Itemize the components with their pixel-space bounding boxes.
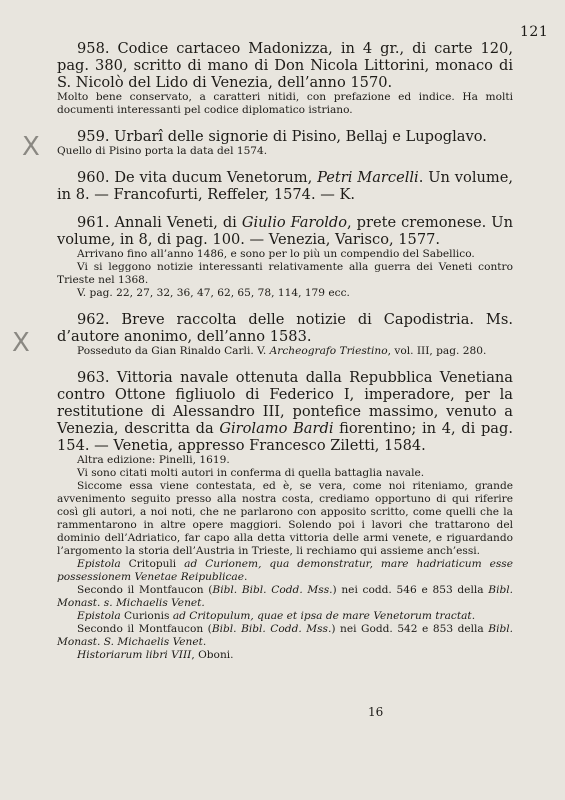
entry-heading: 963. Vittoria navale ottenuta dalla Repubblica Venetiana contro Ottone figliuolo di Federico I, imperadore, per la restitutione di Alessandro III, pontefice massimo, venuto a Venezia, descritta da Girolamo Bardi fiorentino; in 4, di pag. 154. — Venetia, appresso Francesco Ziletti, 1584.	[57, 369, 513, 454]
entry-958	[57, 40, 513, 117]
entry-note: Vi sono citati molti autori in conferma di quella battaglia navale.	[77, 467, 425, 479]
entry-959	[57, 128, 513, 158]
entry-note: Molto bene conservato, a caratteri nitidi, con prefazione ed indice. Ha molti documenti interessanti pel codice diplomatico istriano.	[57, 91, 513, 116]
entry-note: Arrivano fino all’anno 1486, e sono per lo più un compendio del Sabellico.	[77, 248, 475, 260]
margin-x-mark: X	[22, 132, 40, 162]
reference-item: Secondo il Montfaucon (Bibl. Bibl. Codd. Mss.) nei codd. 546 e 853 della Bibl. Monast. s. Michaelis Venet.	[57, 584, 513, 609]
entry-heading: 962. Breve raccolta delle notizie di Capodistria. Ms. d’autore anonimo, dell’anno 1583.	[57, 311, 513, 345]
entry-963	[57, 369, 513, 662]
entry-heading: 961. Annali Veneti, di Giulio Faroldo, prete cremonese. Un volume, in 8, di pag. 100. — Venezia, Varisco, 1577.	[57, 214, 513, 248]
margin-x-mark: X	[12, 328, 30, 358]
signature-mark: 16	[368, 705, 384, 719]
entry-961	[57, 214, 513, 300]
entry-note: Siccome essa viene contestata, ed è, se vera, come noi riteniamo, grande avvenimento seguito presso alla nostra costa, crediamo opportuno di qui riferire così gli autori, a noi noti, che ne parlarono con apposito scritto, come quelli che la rammentarono in altre opere maggiori. Solendo poi i lavori che trattarono del dominio dell’Adriatico, far capo alla detta vittoria delle armi venete, e riguardando l’argomento la storia dell’Austria in Trieste, li rechiamo qui assieme anch’essi.	[57, 480, 513, 557]
reference-item: Epistola Curionis ad Critopulum, quae et ipsa de mare Venetorum tractat.	[77, 610, 476, 622]
entry-962	[57, 311, 513, 358]
entry-heading: 958. Codice cartaceo Madonizza, in 4 gr., di carte 120, pag. 380, scritto di mano di Don Nicola Littorini, monaco di S. Nicolò del Lido di Venezia, dell’anno 1570.	[57, 40, 513, 91]
entry-note: Posseduto da Gian Rinaldo Carli. V. Archeografo Triestino, vol. III, pag. 280.	[77, 345, 487, 357]
page-number: 121	[520, 24, 549, 40]
entry-note: Quello di Pisino porta la data del 1574.	[57, 145, 268, 157]
entry-heading: 960. De vita ducum Venetorum, Petri Marcelli. Un volume, in 8. — Francofurti, Reffeler, 1574. — K.	[57, 169, 513, 203]
reference-item: Historiarum libri VIII, Oboni.	[77, 649, 234, 661]
entry-960	[57, 169, 513, 203]
entry-note: V. pag. 22, 27, 32, 36, 47, 62, 65, 78, 114, 179 ecc.	[77, 287, 350, 299]
entry-heading: 959. Urbarî delle signorie di Pisino, Bellaj e Lupoglavo.	[77, 128, 487, 145]
entry-note: Vi si leggono notizie interessanti relativamente alla guerra dei Veneti contro Trieste nel 1368.	[57, 261, 513, 286]
reference-item: Secondo il Montfaucon (Bibl. Bibl. Codd. Mss.) nei Godd. 542 e 853 della Bibl. Monast. S. Michaelis Venet.	[57, 623, 513, 648]
page-content	[57, 40, 513, 673]
entry-note: Altra edizione: Pinelli, 1619.	[77, 454, 230, 466]
reference-item: Epistola Critopuli ad Curionem, qua demonstratur, mare hadriaticum esse possessionem Venetae Reipublicae.	[57, 558, 513, 583]
